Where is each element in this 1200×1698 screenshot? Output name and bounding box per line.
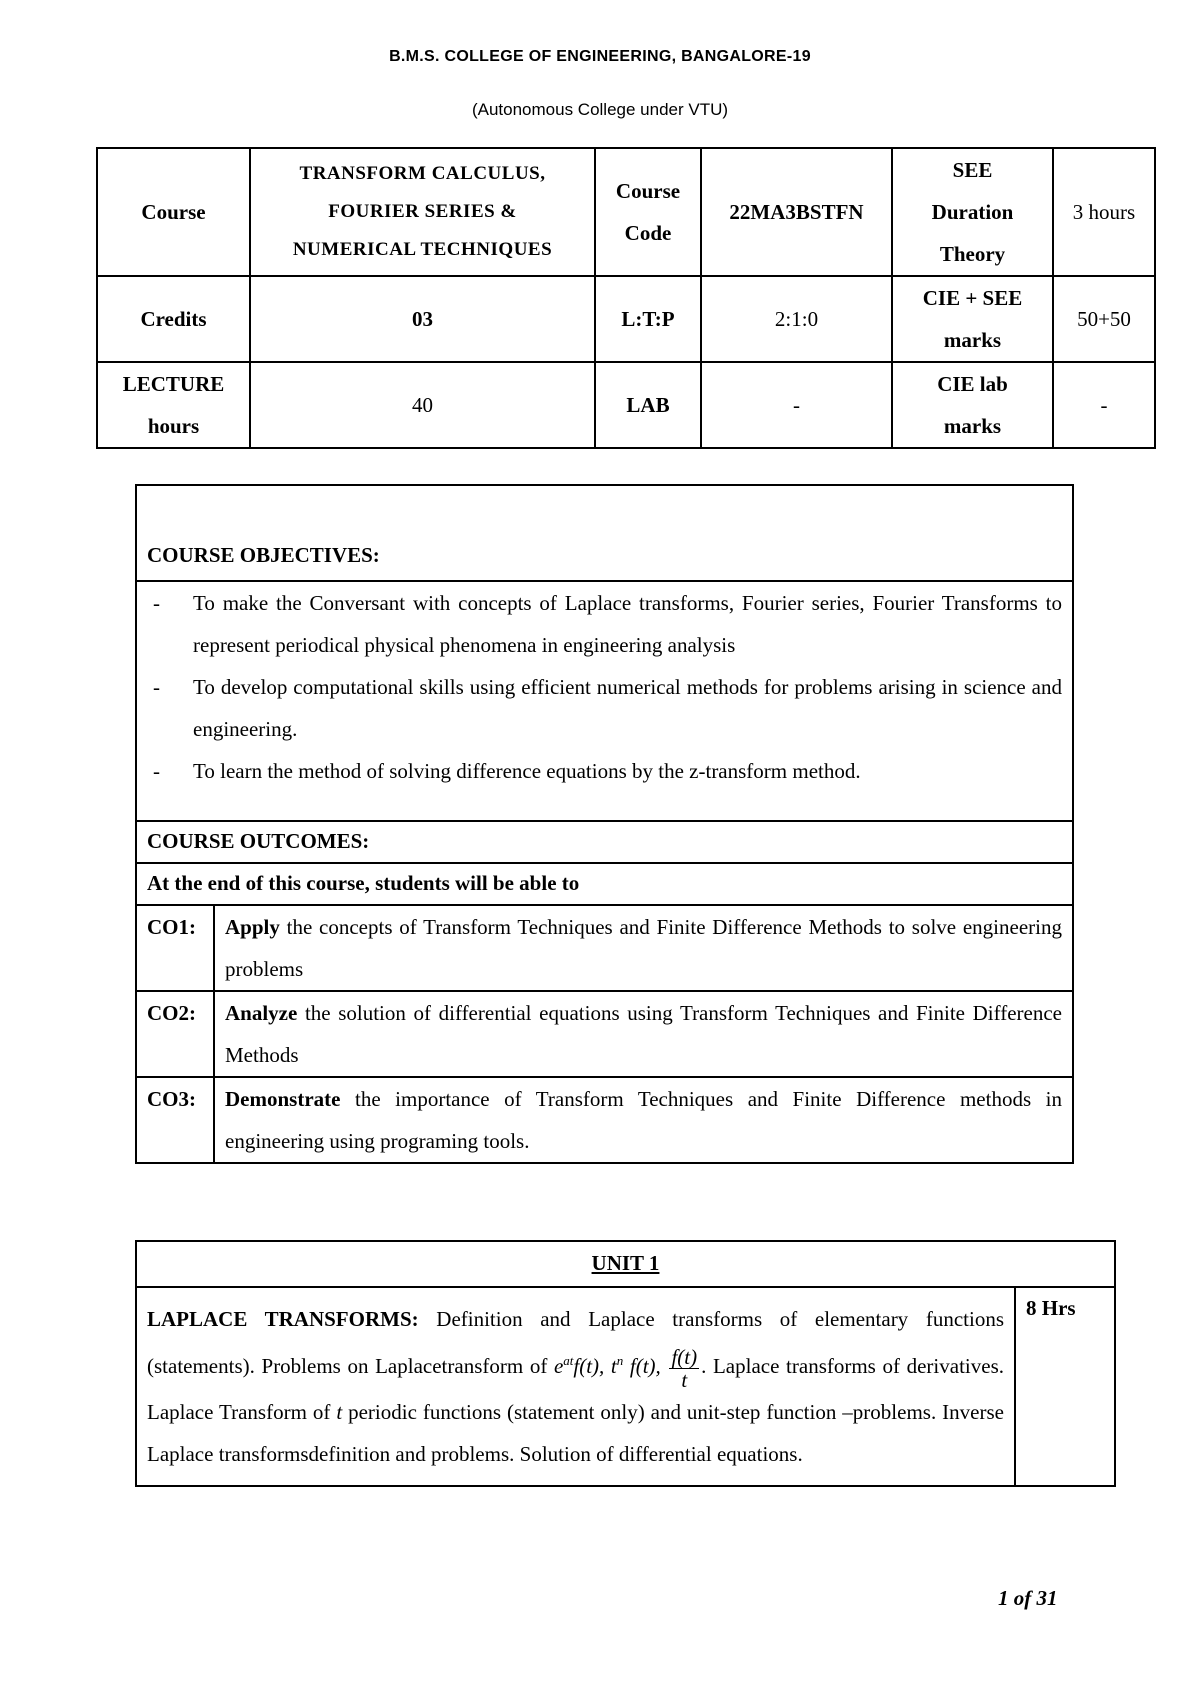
see-duration-value: 3 hours — [1053, 148, 1155, 276]
credits-label: Credits — [97, 276, 250, 362]
objectives-outcomes-table — [135, 484, 1074, 1164]
ltp-label: L:T:P — [595, 276, 701, 362]
objective-item: - To make the Conversant with concepts of Laplace transforms, Fourier series, Fourier Transforms to represent periodical physical phenomena in engineering analysis — [153, 591, 1062, 657]
cie-see-value: 50+50 — [1053, 276, 1155, 362]
objectives-heading: COURSE OBJECTIVES: — [136, 485, 1073, 581]
course-info-table — [96, 147, 1156, 449]
co1-text: Apply the concepts of Transform Techniques and Finite Difference Methods to solve engineering problems — [214, 905, 1073, 991]
lab-label: LAB — [595, 362, 701, 448]
lecture-hours-label: LECTURE hours — [97, 362, 250, 448]
cie-see-label: CIE + SEE marks — [892, 276, 1053, 362]
co3-text: Demonstrate the importance of Transform Techniques and Finite Difference methods in engineering using programing tools. — [214, 1077, 1073, 1163]
unit-hours: 8 Hrs — [1015, 1287, 1115, 1486]
co3-label: CO3: — [136, 1077, 214, 1163]
lab-value: - — [701, 362, 892, 448]
math-exp: $e^{at}f(t)$, $t^n$ f(t), — [553, 1353, 668, 1378]
objectives-list — [136, 581, 1073, 821]
course-label: Course — [97, 148, 250, 276]
cie-lab-label: CIE lab marks — [892, 362, 1053, 448]
see-duration-label: SEE Duration Theory — [892, 148, 1053, 276]
course-code-label: Course Code — [595, 148, 701, 276]
college-title: B.M.S. COLLEGE OF ENGINEERING, BANGALORE-19 — [389, 48, 811, 65]
unit-content: LAPLACE TRANSFORMS: Definition and Laplace transforms of elementary functions (statements). Problems on Laplacetransform of $e^{at}f(t)$, $t^n$ f(t), $\frac{f(t)}{t}$ . Laplace transforms of derivatives. Laplace Transform of t periodic functions (statement only) and unit-step function –problems. Inverse Laplace transformsdefinition and problems. Solution of differential equations. — [136, 1287, 1015, 1486]
objective-item: - To learn the method of solving difference equations by the z-transform method. — [153, 759, 861, 783]
co2-text: Analyze the solution of differential equations using Transform Techniques and Finite Difference Methods — [214, 991, 1073, 1077]
outcomes-heading: COURSE OUTCOMES: — [136, 821, 1073, 863]
unit1-table — [135, 1240, 1116, 1487]
cie-lab-value: - — [1053, 362, 1155, 448]
co1-label: CO1: — [136, 905, 214, 991]
math-fraction: $\frac{f(t)}{t}$ — [671, 1344, 698, 1392]
credits-value: 03 — [250, 276, 595, 362]
co2-label: CO2: — [136, 991, 214, 1077]
outcomes-intro: At the end of this course, students will be able to — [136, 863, 1073, 905]
ltp-value: 2:1:0 — [701, 276, 892, 362]
course-name: TRANSFORM CALCULUS, FOURIER SERIES & NUMERICAL TECHNIQUES — [250, 148, 595, 276]
lecture-hours-value: 40 — [250, 362, 595, 448]
college-subtitle: (Autonomous College under VTU) — [471, 100, 729, 119]
course-code-value: 22MA3BSTFN — [701, 148, 892, 276]
page-number: 1 of 31 — [998, 1586, 1058, 1610]
unit-title: UNIT 1 — [136, 1241, 1115, 1287]
objective-item: - To develop computational skills using efficient numerical methods for problems arising in science and engineering. — [153, 675, 1062, 741]
